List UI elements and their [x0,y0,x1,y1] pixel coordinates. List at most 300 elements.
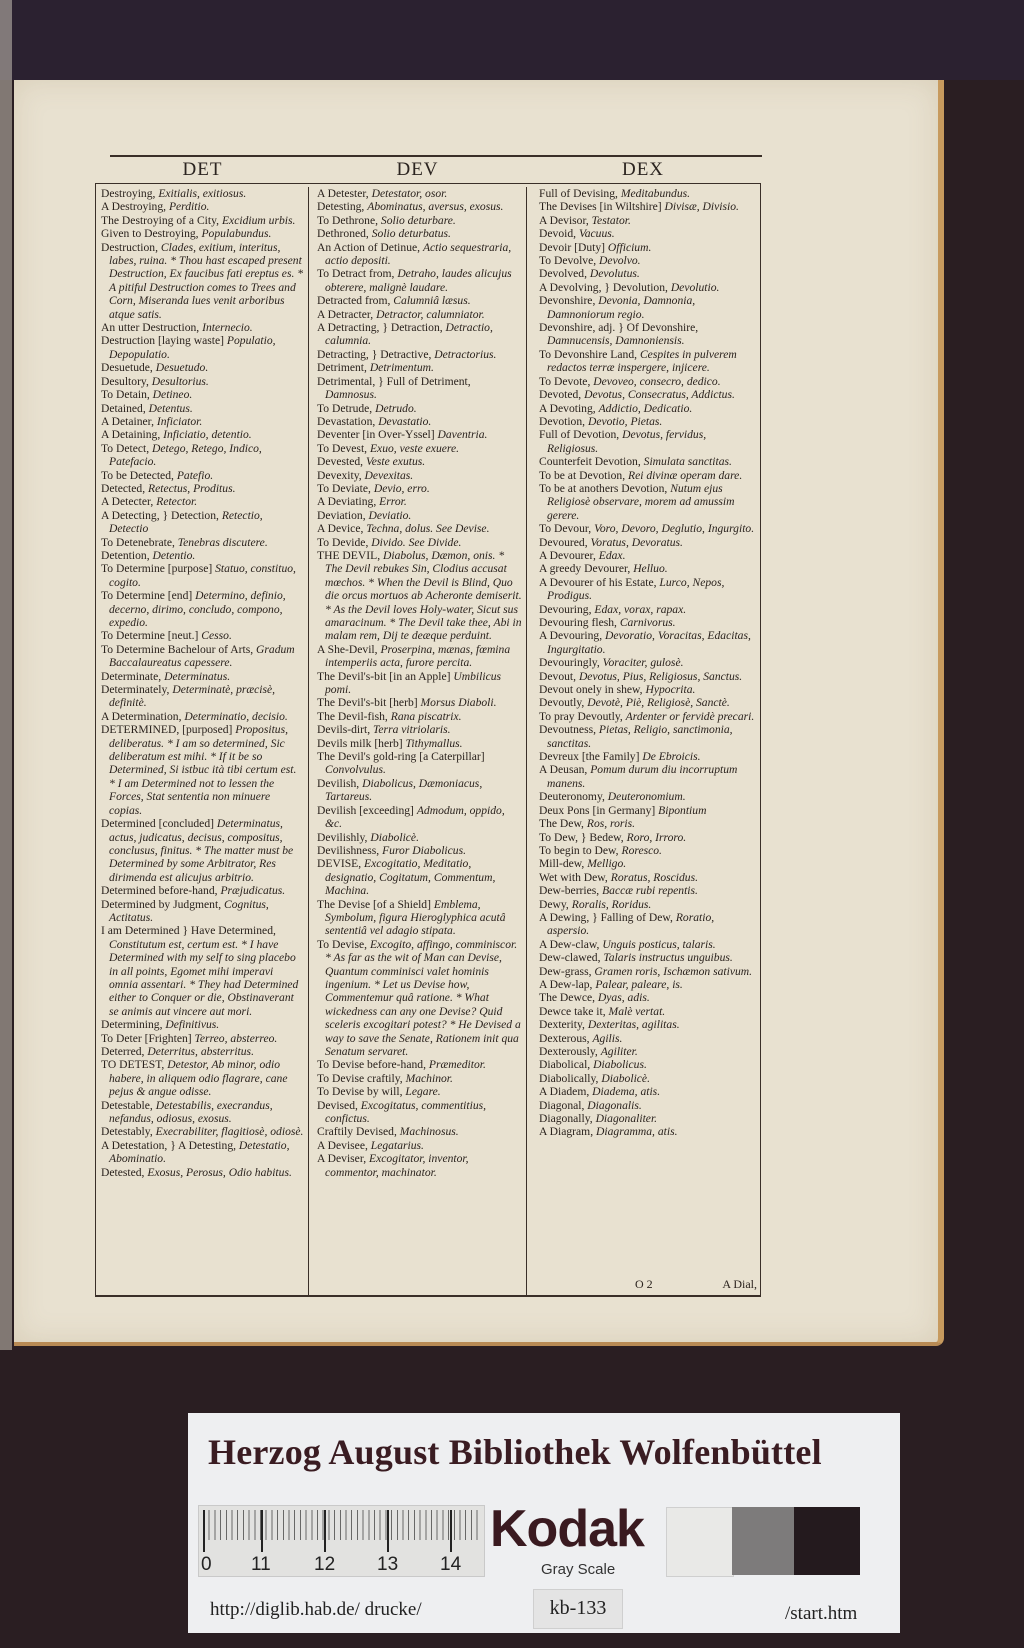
latin-translation: Devolutus. [589,267,640,281]
entry-columns [95,187,761,1297]
english-headword: A Determination, [101,709,185,723]
english-headword: Mill-dew, [539,857,588,871]
latin-translation: Determinatio, decisio. [184,709,288,723]
dictionary-entry [539,696,757,709]
latin-translation: Diadema, atis. [592,1085,661,1099]
gray-swatch-mid [732,1507,794,1575]
dictionary-entry [539,656,757,669]
latin-translation: Malè vertat. [608,1004,666,1018]
latin-translation: Divido. See Divide. [371,535,462,549]
latin-translation: Detestatio, Abominatio. [109,1138,290,1166]
english-headword: To Devote, [539,374,594,388]
dictionary-entry [539,388,757,401]
english-headword: Full of Devotion, [539,428,623,442]
latin-translation: Roresco. [621,843,662,857]
english-headword: To Devonshire Land, [539,347,640,361]
english-headword: To begin to Dew, [539,843,622,857]
latin-translation: Retectio, Detectio [109,508,263,536]
english-headword: To Devest, [317,441,370,455]
ruler-ticks [203,1510,479,1540]
latin-translation: Cognitus, Actitatus. [109,897,269,924]
english-headword: Devout, [539,669,579,683]
latin-translation: Rana piscatrix. [390,709,462,723]
dictionary-entry [317,643,522,670]
dictionary-entry [101,562,304,589]
english-headword: Detention, [101,548,153,562]
english-headword: A She-Devil, [317,642,381,656]
dictionary-entry [539,415,757,428]
english-headword: Determinately, [101,683,173,697]
english-headword: To Devise craftily, [317,1071,406,1085]
latin-translation: Diabolicus, Dæmoniacus, Tartareus. [325,776,483,804]
dictionary-entry [539,1099,757,1112]
running-head-2: DEV [396,159,439,180]
english-headword: Devoted, [539,388,585,402]
dictionary-entry [101,415,304,428]
latin-translation: Gramen roris, Ischæmon sativum. [594,964,753,978]
dictionary-page-frame [95,155,761,1305]
english-headword: A Detainer, [101,414,157,428]
dictionary-entry [101,1032,304,1045]
latin-translation: Detestor, Ab minor, odio habere, in aliquem odio flagrare, cane pejus & angue odisse. [109,1058,288,1099]
latin-translation: Hypocrita. [645,683,696,697]
english-headword: Desuetude, [101,361,156,375]
latin-translation: Edax, vorax, rapax. [594,602,687,616]
latin-translation: Convolvulus. [325,763,386,777]
dictionary-entry [101,1125,304,1138]
english-headword: Diagonal, [539,1098,588,1112]
english-headword: Devouring flesh, [539,616,620,629]
dictionary-entry [317,750,522,777]
dictionary-entry [317,1152,522,1179]
latin-translation: Exitialis, exitiosus. [158,187,247,200]
english-headword: The Dewce, [539,991,598,1005]
dictionary-entry [317,482,522,495]
ruler-major-tick [450,1510,452,1552]
dictionary-entry [101,549,304,562]
latin-translation: Umbilicus pomi. [325,669,502,697]
english-headword: A Destroying, [101,200,169,214]
english-headword: To be Detected, [101,468,177,482]
kodak-logo: Kodak [490,1500,644,1558]
english-headword: Devoir [Duty] [539,240,608,254]
dictionary-entry [101,643,304,670]
column-3 [526,187,761,1297]
english-headword: Determinate, [101,669,165,683]
latin-translation: Devotio, Pietas. [587,414,663,428]
dictionary-entry [539,857,757,870]
english-headword: To be at Devotion, [539,468,629,482]
dictionary-entry [539,1125,757,1138]
dictionary-entry [539,214,757,227]
english-headword: Detracted from, [317,294,394,308]
dictionary-entry [539,804,757,817]
dictionary-entry [317,1058,522,1071]
latin-translation: Legatarius. [370,1138,424,1152]
latin-translation: Internecio. [202,321,253,335]
dictionary-entry [101,629,304,642]
english-headword: To Devour, [539,522,595,536]
dictionary-entry [101,710,304,723]
latin-translation: Determinatus. [164,669,231,683]
dictionary-entry [101,1058,304,1098]
dictionary-entry [539,254,757,267]
latin-translation: Voraciter, gulosè. [602,656,684,670]
english-headword: A Detecter, [101,495,157,509]
latin-translation: Detraho, laudes alicujus obterere, malignè laudare. [325,267,512,294]
dictionary-entry [317,442,522,455]
english-headword: Dew-clawed, [539,951,604,965]
latin-translation: Detractor, calumniator. [376,307,485,321]
dictionary-entry [317,375,522,402]
dictionary-entry [317,321,522,348]
dictionary-entry [539,227,757,240]
dictionary-entry [101,482,304,495]
dictionary-entry [317,737,522,750]
latin-translation: Error. [379,495,407,509]
latin-translation: Statuo, constituo, cogito. [109,562,296,589]
latin-translation: Excidium urbis. [221,213,296,227]
dictionary-entry [101,723,304,817]
dictionary-entry [101,589,304,629]
dictionary-entry [317,402,522,415]
latin-translation: Carnivorus. [619,616,676,629]
latin-translation: Detestator, osor. [371,187,448,200]
dictionary-entry [101,402,304,415]
latin-translation: Palear, paleare, is. [595,977,683,991]
dictionary-entry [539,375,757,388]
english-headword: A Dew-claw, [539,937,603,951]
dictionary-entry [539,871,757,884]
latin-translation: Lurco, Nepos, Prodigus. [547,575,725,603]
dictionary-entry [101,1139,304,1166]
latin-translation: Solio deturbare. [380,213,456,227]
english-headword: Determined [concluded] [101,817,217,831]
english-headword: Devoid, [539,227,579,241]
english-headword: Devout onely in shew, [539,683,646,697]
english-headword: Dewce take it, [539,1004,609,1018]
latin-translation: Determinatè, præcisè, definitè. [109,683,276,710]
latin-translation: Addictio, Dedicatio. [598,401,693,415]
english-headword: A Devouring, [539,629,606,643]
latin-translation: Meditabundus. [620,187,691,200]
english-headword: Devotion, [539,414,588,428]
latin-translation: Detego, Retego, Indico, Patefacio. [109,441,262,469]
latin-translation: Execrabiliter, flagitiosè, odiosè. [155,1125,304,1139]
dictionary-entry [317,1099,522,1126]
english-headword: A Detracter, [317,307,377,321]
latin-translation: Roralis, Roridus. [571,897,652,911]
english-headword: Devested, [317,455,366,469]
latin-translation: Retector. [156,495,198,509]
english-headword: Detestable, [101,1098,156,1112]
english-headword: To Devolve, [539,254,600,268]
latin-translation: Exosus, Perosus, Odio habitus. [147,1165,292,1179]
dictionary-entry [101,495,304,508]
latin-translation: Diabolicè. [601,1071,650,1085]
english-headword: Diagonally, [539,1112,596,1126]
english-headword: Devexity, [317,468,365,482]
head-rule [95,183,761,184]
latin-translation: Veste exutus. [365,455,426,469]
latin-translation: Roratus, Roscidus. [610,870,699,884]
dictionary-entry [101,884,304,897]
english-headword: An Action of Detinue, [317,240,423,254]
dictionary-entry [317,469,522,482]
latin-translation: Propositus, deliberatus. * I am so determined, Sic deliberatum est mihi. * If it be so Determined, Si istbuc ità tibi certum est. * I am Determined not to lessen the Forces, Stat sententia non minuere copias. [109,723,297,817]
english-headword: Craftily Devised, [317,1125,400,1139]
latin-translation: Detrimentum. [369,361,434,375]
dictionary-entry [539,831,757,844]
dictionary-entry [539,1032,757,1045]
english-headword: Dew-berries, [539,884,603,898]
dictionary-entry [539,723,757,750]
latin-translation: Terra vitriolaris. [373,723,451,737]
latin-translation: Detractorius. [434,347,497,361]
english-headword: Detriment, [317,361,370,375]
english-headword: Detracting, } Detractive, [317,347,435,361]
dictionary-entry [539,1018,757,1031]
english-headword: To Devise by will, [317,1085,406,1099]
latin-translation: Devotus, Pius, Religiosus, Sanctus. [578,669,743,683]
english-headword: To Determine [end] [101,589,196,603]
english-headword: A Devoting, [539,401,599,415]
english-headword: Devilish [exceeding] [317,803,417,817]
english-headword: Determined before-hand, [101,884,221,898]
dictionary-entry [539,629,757,656]
english-headword: Counterfeit Devotion, [539,455,644,469]
english-headword: Destruction [laying waste] [101,334,227,348]
english-headword: Dexterous, [539,1031,593,1045]
english-headword: Devised, [317,1098,361,1112]
dictionary-entry [317,428,522,441]
dictionary-entry [317,777,522,804]
latin-translation: Legare. [405,1085,441,1099]
english-headword: To Devise, [317,937,370,951]
dictionary-entry [539,1005,757,1018]
dictionary-entry [539,576,757,603]
dictionary-entry [317,1085,522,1098]
english-headword: To Dethrone, [317,213,381,227]
english-headword: Devoured, [539,535,591,549]
url-suffix: /start.htm [785,1603,858,1624]
dictionary-entry [101,428,304,441]
latin-translation: Pomum durum diu incorruptum manens. [547,763,738,790]
ruler-number: 0 [201,1554,212,1575]
latin-translation: Patefio. [176,468,214,482]
dictionary-entry [317,1125,522,1138]
dictionary-entry [539,402,757,415]
ruler-number: 11 [251,1554,271,1575]
dictionary-entry [539,898,757,911]
latin-translation: Deterritus, absterritus. [147,1045,254,1058]
latin-translation: Desuetudo. [155,361,209,375]
latin-translation: Nutum ejus Religiosè observare, morem ad amussim gerere. [547,481,735,522]
latin-translation: Voro, Devoro, Deglutio, Ingurgito. [594,522,755,536]
latin-translation: Solio deturbatus. [371,227,451,241]
latin-translation: Detentus. [148,401,193,415]
top-rule [110,155,762,157]
latin-translation: Inficiator. [156,414,203,428]
english-headword: Destroying, [101,187,159,200]
dictionary-entry [317,214,522,227]
dictionary-entry [101,227,304,240]
latin-translation: Calumniâ læsus. [393,294,471,308]
dictionary-entry [317,857,522,897]
dictionary-entry [317,227,522,240]
dictionary-entry [539,750,757,763]
dictionary-entry [539,616,757,629]
dictionary-entry [539,991,757,1004]
dictionary-entry [101,321,304,334]
latin-translation: Cesso. [201,629,232,643]
latin-translation: Roratio, aspersio. [547,910,715,938]
dictionary-entry [317,509,522,522]
latin-translation: Terreo, absterreo. [194,1031,278,1045]
shelfmark-id: kb-133 [533,1589,623,1629]
dictionary-entry [317,710,522,723]
latin-translation: Cespites in pulverem redactos terræ inspergere, injicere. [547,347,737,375]
english-headword: Devoutness, [539,723,599,737]
ruler-number: 14 [440,1554,462,1575]
dictionary-entry [317,938,522,1059]
english-headword: Determined by Judgment, [101,897,224,911]
english-headword: A Detracting, } Detraction, [317,321,446,335]
latin-translation: Techna, dolus. See Devise. [366,522,490,536]
latin-translation: Ardenter or fervidè precari. [625,709,755,723]
latin-translation: Excogitatus, commentitius, confictus. [325,1098,487,1126]
english-headword: Devilish, [317,776,363,790]
scan-background [0,0,1024,80]
dictionary-entry [539,790,757,803]
latin-translation: Præmeditor. [428,1058,486,1072]
latin-translation: Morsus Diaboli. [420,696,497,710]
dictionary-entry [539,187,757,200]
latin-translation: Definitivus. [165,1018,220,1032]
column-1 [95,187,308,1297]
english-headword: Given to Destroying, [101,227,202,241]
dictionary-entry [539,1085,757,1098]
latin-translation: Voratus, Devoratus. [590,535,683,549]
ruler-major-tick [203,1510,205,1552]
english-headword: An utter Destruction, [101,321,203,335]
dictionary-entry [101,200,304,213]
english-headword: A Detecting, } Detection, [101,508,222,522]
latin-translation: Devolvo. [599,254,641,268]
english-headword: To Devise before-hand, [317,1058,429,1072]
english-headword: A Dewing, } Falling of Dew, [539,910,676,924]
dictionary-entry [539,482,757,522]
dictionary-entry [317,187,522,200]
running-head-3: DEX [621,159,665,180]
dictionary-entry [317,696,522,709]
dictionary-entry [539,200,757,213]
english-headword: The Devil's-bit [in an Apple] [317,669,454,683]
latin-translation: Devastatio. [378,414,432,428]
english-headword: Devonshire, [539,294,599,308]
dictionary-entry [539,884,757,897]
dictionary-entry [101,509,304,536]
english-headword: Devilishness, [317,843,383,857]
latin-translation: Retectus, Proditus. [148,481,236,495]
english-headword: Deviation, [317,508,369,522]
dictionary-entry [539,562,757,575]
english-headword: Detestably, [101,1125,156,1139]
dictionary-entry [539,951,757,964]
latin-translation: Edax. [598,548,626,562]
ruler-number: 12 [314,1554,336,1575]
english-headword: Diabolically, [539,1071,602,1085]
english-headword: Devils-dirt, [317,723,374,737]
dictionary-entry [101,375,304,388]
color-reference-card [188,1413,900,1633]
dictionary-entry [539,267,757,280]
english-headword: The Devise [of a Shield] [317,897,434,911]
english-headword: Devolved, [539,267,590,281]
dictionary-entry [539,321,757,348]
english-headword: The Devises [in Wiltshire] [539,200,665,214]
english-headword: A Deviser, [317,1152,370,1166]
latin-translation: Diabolicè. [370,830,419,844]
dictionary-entry [539,241,757,254]
dictionary-entry [539,1112,757,1125]
latin-translation: Baccæ rubi repentis. [602,884,698,898]
english-headword: Deux Pons [in Germany] [539,803,659,817]
dictionary-entry [539,710,757,723]
dictionary-entry [101,469,304,482]
english-headword: Dexterously, [539,1045,601,1058]
dictionary-entry [317,200,522,213]
dictionary-entry [317,898,522,938]
latin-translation: Devoratio, Voracitas, Edacitas, Ingurgitatio. [547,629,751,656]
english-headword: Dewy, [539,897,572,911]
dictionary-entry [101,214,304,227]
english-headword: A Detester, [317,187,372,200]
dictionary-entry [101,361,304,374]
dictionary-entry [101,817,304,884]
dictionary-entry [101,1166,304,1179]
english-headword: To Determine Bachelour of Arts, [101,642,257,656]
dictionary-entry [101,924,304,1018]
latin-translation: Officium. [607,240,652,254]
dictionary-entry [101,683,304,710]
dictionary-entry [317,1139,522,1152]
english-headword: To Detain, [101,388,153,402]
english-headword: To Deviate, [317,481,374,495]
english-headword: Dethroned, [317,227,372,241]
dictionary-entry [539,1072,757,1085]
english-headword: To Determine [neut.] [101,629,202,643]
dictionary-entry [317,1072,522,1085]
gray-swatch-light [666,1507,734,1577]
latin-translation: Simulata sanctitas. [643,455,732,469]
latin-translation: Ros, roris. [586,817,636,831]
english-headword: A Devisor, [539,213,592,227]
gray-scale-label: Gray Scale [541,1561,616,1578]
english-headword: The Destroying of a City, [101,213,222,227]
latin-translation: Populabundus. [201,227,272,241]
dictionary-entry [539,428,757,455]
latin-translation: Gradum Baccalaureatus capessere. [109,642,295,670]
dictionary-entry [101,536,304,549]
english-headword: To Dew, } Bedew, [539,830,627,844]
latin-translation: Detineo. [152,388,193,402]
latin-translation: Deviatio. [368,508,412,522]
english-headword: To Determine [purpose] [101,562,216,576]
dictionary-entry [101,241,304,321]
english-headword: A Dew-lap, [539,977,596,991]
latin-translation: De Ebroicis. [642,750,701,764]
